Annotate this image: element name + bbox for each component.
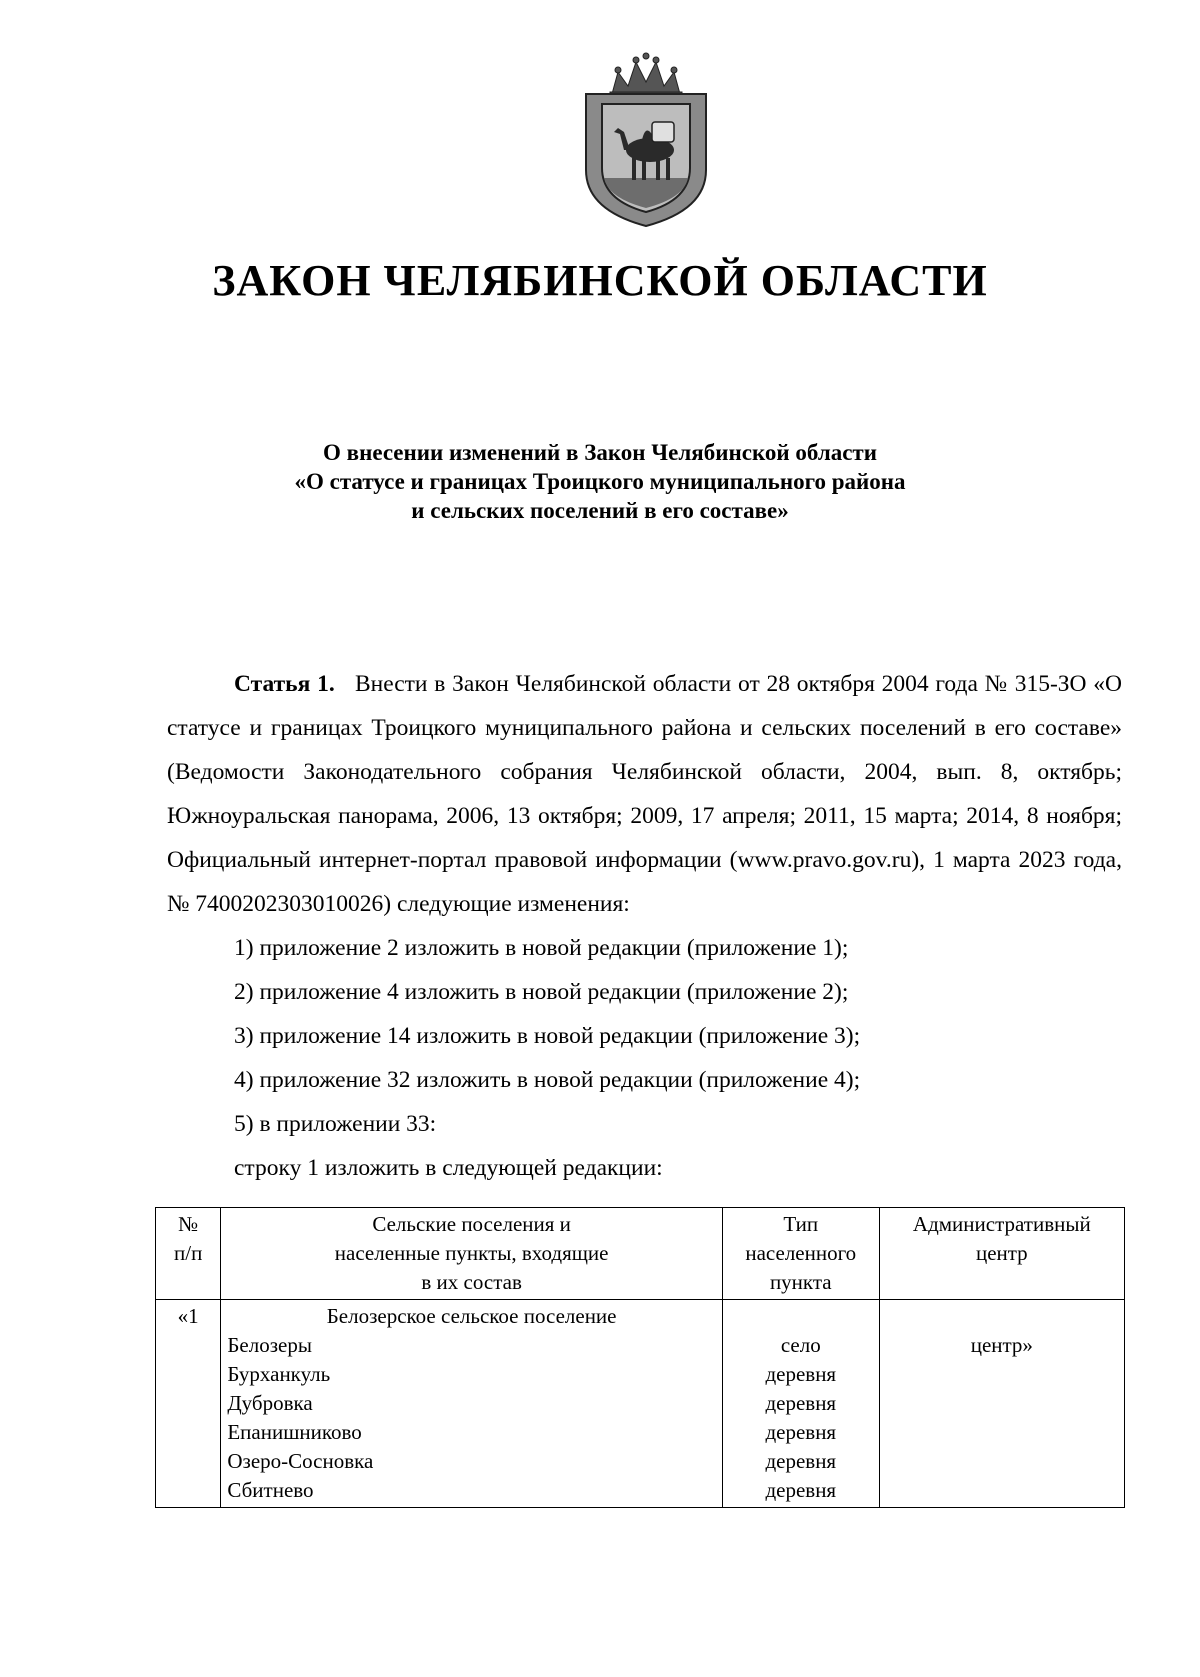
admin-center-value: центр» — [970, 1333, 1033, 1357]
article-1 — [167, 662, 1122, 1190]
header-type — [722, 1208, 879, 1300]
header-text: населенные пункты, входящие — [334, 1241, 609, 1265]
header-num — [156, 1208, 221, 1300]
locality-type: деревня — [765, 1449, 837, 1473]
locality-type: село — [780, 1333, 821, 1357]
locality-name: Белозеры — [227, 1333, 312, 1357]
list-item: 5) в приложении 33: — [234, 1111, 437, 1137]
header-text: п/п — [174, 1241, 203, 1265]
coat-of-arms-icon — [572, 50, 720, 230]
article-text: Внести в Закон Челябинской области от 28 октября 2004 года № 315-ЗО «О статусе и границах Троицкого муниципального района и сельских поселений в его составе» (Ведомости Законодательного собрания Челябинской области, 2004, вып. 8, октябрь; Южноуральская панорама, 2006, 13 октября; 2009, 17 апреля; 2011, 15 марта; 2014, 8 ноября; Официальный интернет-портал правовой информации (www.pravo.gov.ru), 1 марта 2023 года, № 7400202303010026) следующие изменения: — [167, 671, 1122, 917]
header-text: Административный — [912, 1212, 1091, 1236]
article-label: Статья 1. — [234, 671, 335, 697]
locality-type: деревня — [765, 1420, 837, 1444]
law-title: ЗАКОН ЧЕЛЯБИНСКОЙ ОБЛАСТИ — [212, 256, 988, 305]
table-row — [156, 1300, 1125, 1508]
settlements-table — [155, 1207, 1125, 1508]
locality-name: Дубровка — [227, 1391, 313, 1415]
locality-type: деревня — [765, 1478, 837, 1502]
list-item: 4) приложение 32 изложить в новой редакции (приложение 4); — [234, 1067, 861, 1093]
subtitle-line: О внесении изменений в Закон Челябинской области — [323, 440, 877, 465]
row-settlements — [221, 1300, 723, 1508]
header-settlements — [221, 1208, 723, 1300]
locality-name: Озеро-Сосновка — [227, 1449, 374, 1473]
header-text: пункта — [769, 1270, 832, 1294]
list-item: строку 1 изложить в следующей редакции: — [234, 1155, 663, 1181]
settlement-name: Белозерское сельское поселение — [326, 1304, 617, 1328]
locality-name: Епанишниково — [227, 1420, 362, 1444]
header-text: Тип — [783, 1212, 819, 1236]
locality-type: деревня — [765, 1362, 837, 1386]
header-text: центр — [975, 1241, 1028, 1265]
locality-name: Сбитнево — [227, 1478, 314, 1502]
law-subtitle — [0, 438, 1200, 525]
row-types — [722, 1300, 879, 1508]
locality-type: деревня — [765, 1391, 837, 1415]
header-text: населенного — [745, 1241, 857, 1265]
header-admin-center — [879, 1208, 1124, 1300]
locality-name: Бурханкуль — [227, 1362, 331, 1386]
table-header-row — [156, 1208, 1125, 1300]
list-item: 2) приложение 4 изложить в новой редакции (приложение 2); — [234, 979, 849, 1005]
subtitle-line: и сельских поселений в его составе» — [411, 498, 789, 523]
header-text: Сельские поселения и — [372, 1212, 571, 1236]
header-text: № — [178, 1212, 199, 1236]
row-num: «1 — [156, 1300, 221, 1508]
list-item: 3) приложение 14 изложить в новой редакции (приложение 3); — [234, 1023, 861, 1049]
subtitle-line: «О статусе и границах Троицкого муниципального района — [294, 469, 906, 494]
article-paragraph — [167, 662, 1122, 926]
list-item: 1) приложение 2 изложить в новой редакции (приложение 1); — [234, 935, 849, 961]
header-text: в их состав — [421, 1270, 522, 1294]
row-admin-center — [879, 1300, 1124, 1508]
